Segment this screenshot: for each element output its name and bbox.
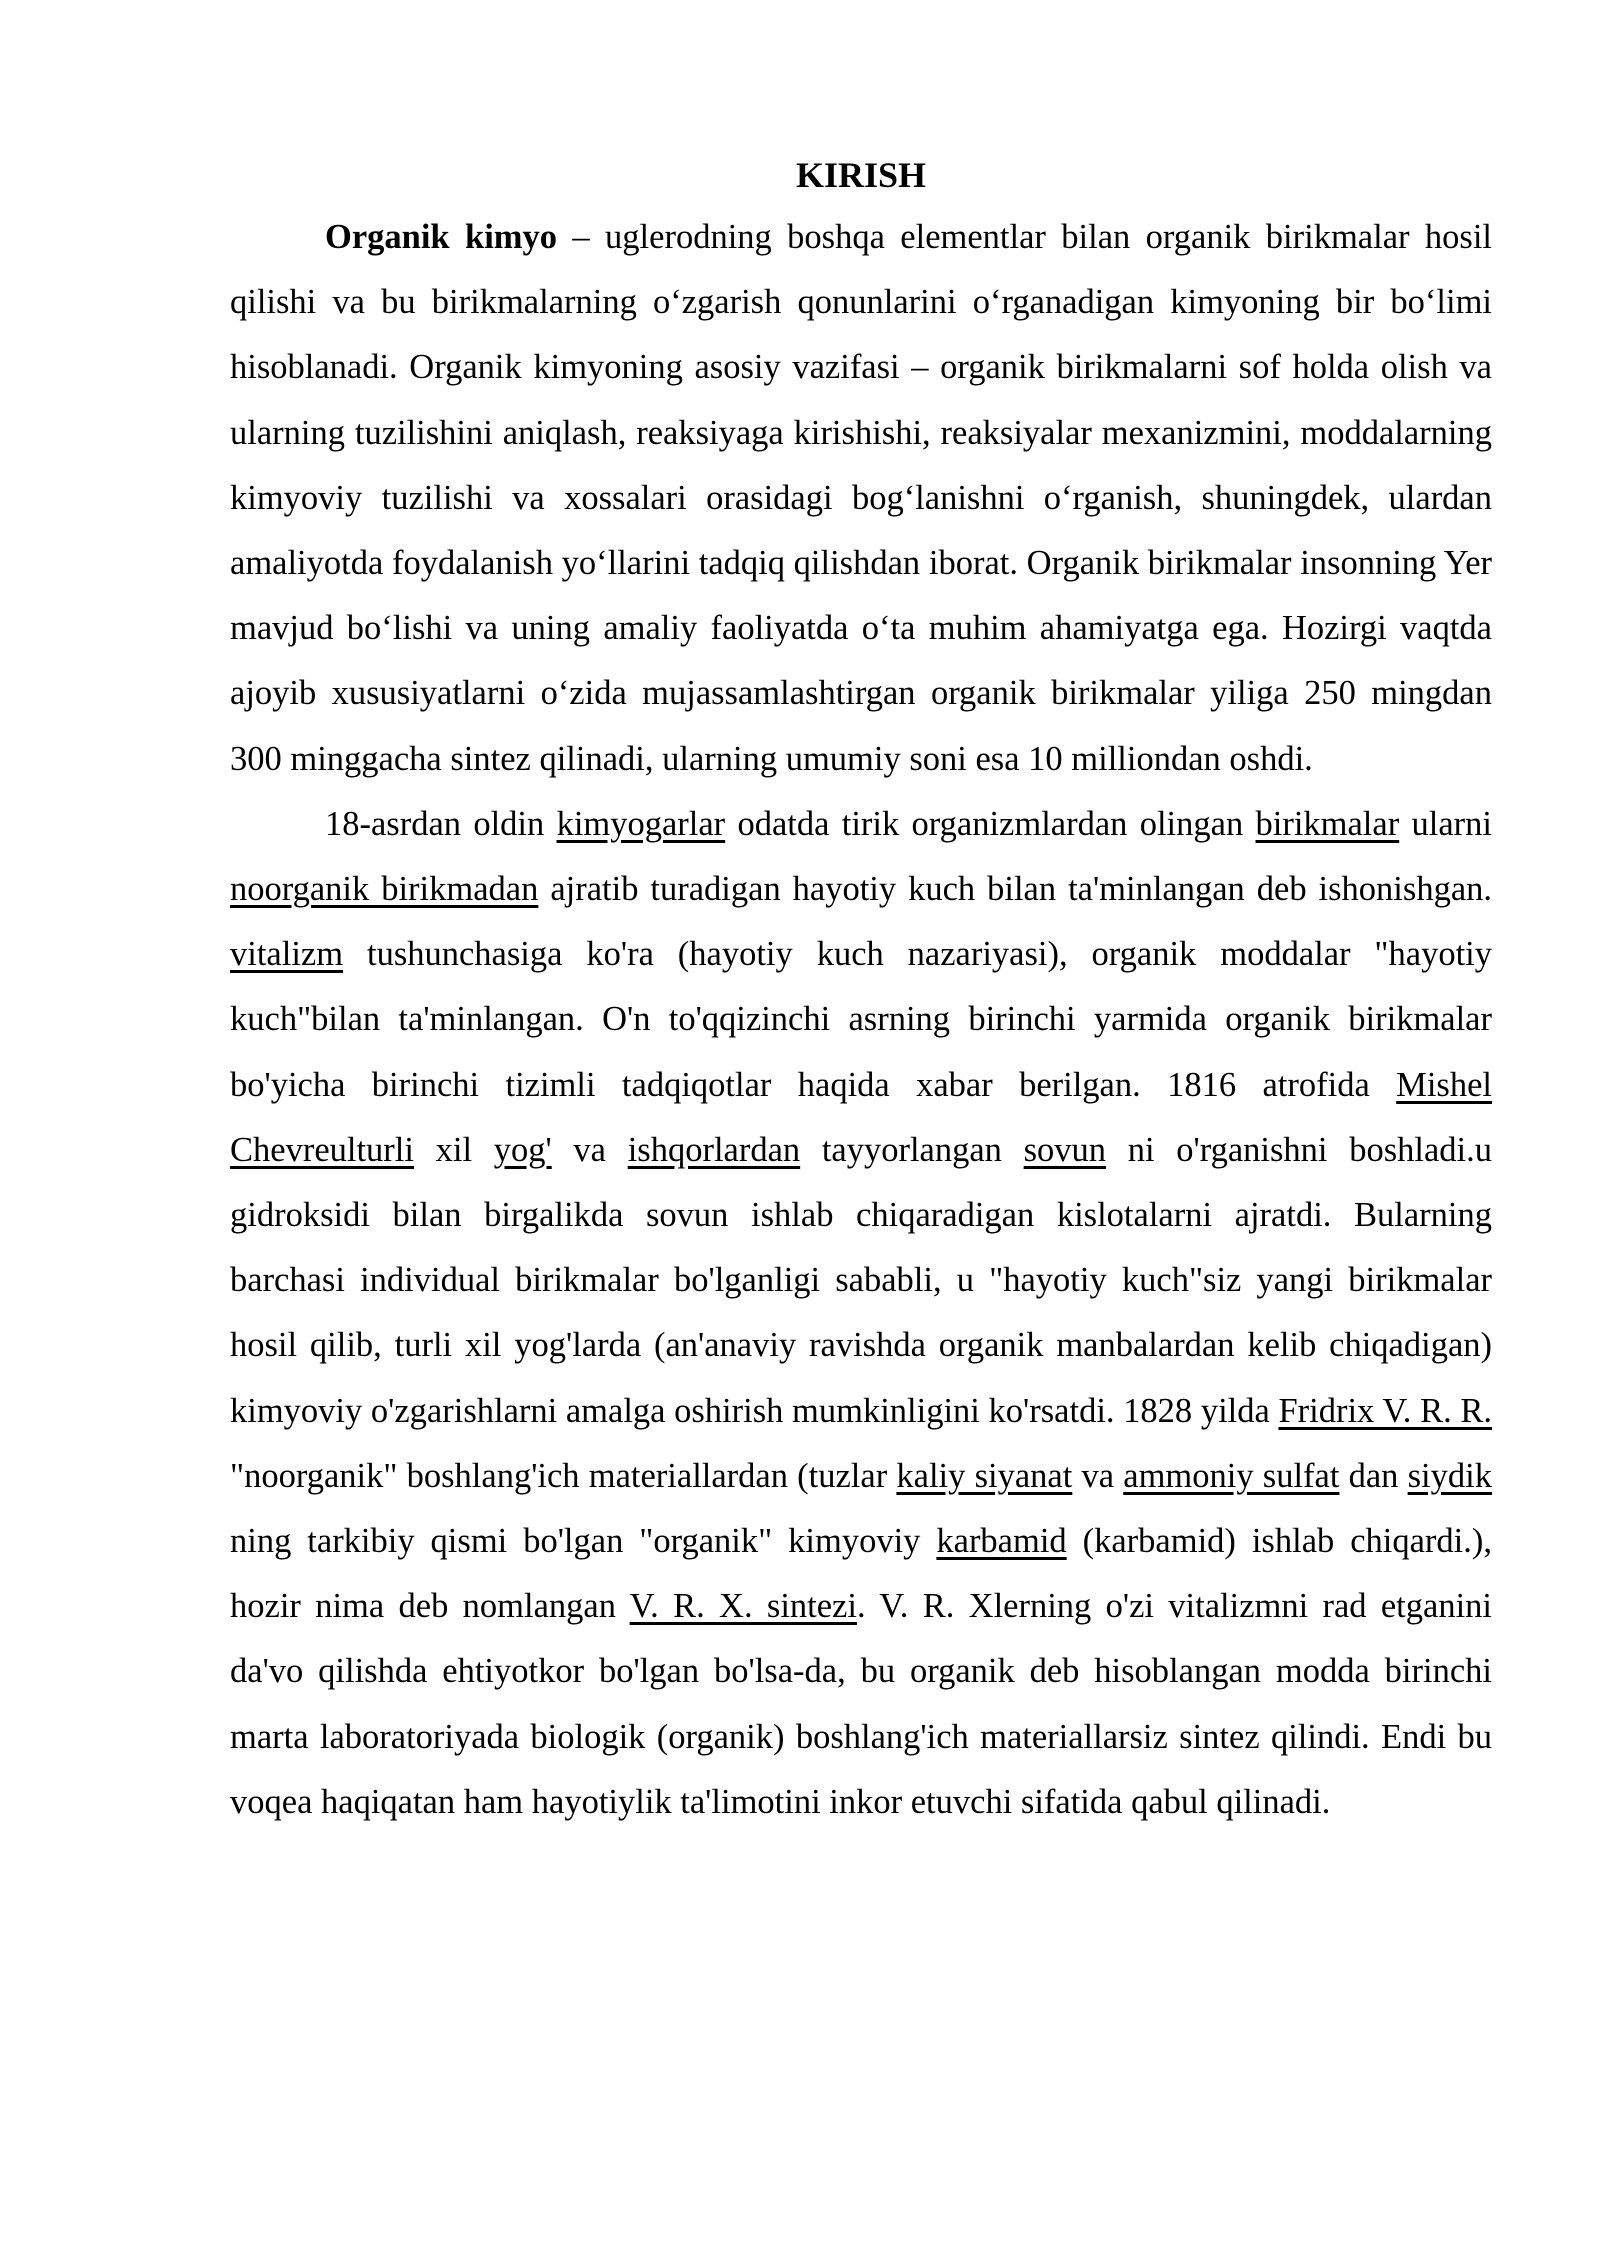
page-title: KIRISH xyxy=(795,155,927,195)
link-noorganik-birikmadan[interactable]: noorganik birikmadan xyxy=(230,870,539,909)
text-run: 18-asrdan oldin xyxy=(325,804,557,843)
link-ishqorlardan[interactable]: ishqorlardan xyxy=(627,1130,801,1169)
link-sovun[interactable]: sovun xyxy=(1023,1130,1107,1169)
text-run: . V. R. Xlerning o'zi vitalizmni rad etganini da'vo qilishda ehtiyotkor bo'lgan bo'lsa-da, bu organik deb hisoblangan modda birinchi marta laboratoriyada biologik (organik) boshlang'ich materiallarsiz sintez qilindi. Endi bu voqea haqiqatan ham hayotiylik ta'limotini inkor etuvchi sifatida qabul qilinadi. xyxy=(230,1587,1493,1821)
text-run: xil xyxy=(413,1130,494,1169)
paragraph-intro-text: – uglerodning boshqa elementlar bilan organik birikmalar hosil qilishi va bu birikmalarning o‘zgarish qonunlarini o‘rganadigan kimyoning bir bo‘limi hisoblanadi. Organik kimyoning asosiy vazifasi – organik birikmalarni sof holda olish va ularning tuzilishini aniqlash, reaksiyaga kirishishi, reaksiyalar mexanizmini, moddalarning kimyoviy tuzilishi va xossalari orasidagi bog‘lanishni o‘rganish, shuningdek, ulardan amaliyotda foydalanish yo‘llarini tadqiq qilishdan iborat. Organik birikmalar insonning Yer mavjud bo‘lishi va uning amaliy faoliyatda o‘ta muhim ahamiyatga ega. Hozirgi vaqtda ajoyib xususiyatlarni o‘zida mujassamlashtirgan organik birikmalar yiliga 250 mingdan 300 minggacha sintez qilinadi, ularning umumiy soni esa 10 milliondan oshdi. xyxy=(230,218,1492,778)
text-run: ning tarkibiy qismi bo'lgan "organik" kimyoviy xyxy=(230,1522,937,1561)
paragraph-history xyxy=(230,792,1492,1835)
link-vrx-sintezi[interactable]: V. R. X. sintezi xyxy=(629,1587,857,1626)
link-yog[interactable]: yog' xyxy=(493,1130,552,1169)
text-run: ajratib turadigan hayotiy kuch bilan ta'minlangan deb ishonishgan. xyxy=(538,870,1493,909)
link-mishel-chevreulturli[interactable]: Mishel Chevreulturli xyxy=(230,1065,1492,1169)
text-run: dan xyxy=(1339,1456,1408,1495)
document-body xyxy=(230,145,1492,1835)
link-kimyogarlar[interactable]: kimyogarlar xyxy=(556,804,726,843)
term-organik-kimyo: Organik kimyo xyxy=(325,218,558,256)
link-kaliy-siyanat[interactable]: kaliy siyanat xyxy=(896,1456,1073,1495)
text-run: "noorganik" boshlang'ich materiallardan (tuzlar xyxy=(230,1456,897,1495)
text-run: ni o'rganishni boshladi.u gidroksidi bilan birgalikda sovun ishlab chiqaradigan kislotalarni ajratdi. Bularning barchasi individual birikmalar bo'lganligi sababli, u "hayotiy kuch"siz yangi birikmalar hosil qilib, turli xil yog'larda (an'anaviy ravishda organik manbalardan kelib chiqadigan) kimyoviy o'zgarishlarni amalga oshirish mumkinligini ko'rsatdi. 1828 yilda xyxy=(230,1130,1492,1430)
text-run: tayyorlangan xyxy=(800,1130,1024,1169)
text-run: ularni xyxy=(1399,804,1492,843)
text-run: odatda tirik organizmlardan olingan xyxy=(725,804,1256,843)
link-karbamid[interactable]: karbamid xyxy=(936,1522,1067,1561)
link-ammoniy-sulfat[interactable]: ammoniy sulfat xyxy=(1123,1456,1340,1495)
link-siydik[interactable]: siydik xyxy=(1407,1456,1492,1495)
link-vitalizm[interactable]: vitalizm xyxy=(230,935,344,974)
link-birikmalar[interactable]: birikmalar xyxy=(1255,804,1400,843)
paragraph-intro xyxy=(230,205,1492,792)
text-run: va xyxy=(551,1130,628,1169)
text-run: va xyxy=(1072,1456,1124,1495)
text-run: tushunchasiga ko'ra (hayotiy kuch nazariyasi), organik moddalar "hayotiy kuch"bilan ta'minlangan. O'n to'qqizinchi asrning birinchi yarmida organik birikmalar bo'yicha birinchi tizimli tadqiqotlar haqida xabar berilgan. 1816 atrofida xyxy=(230,935,1492,1104)
text-run: (karbamid) ishlab chiqardi.), hozir nima deb nomlangan xyxy=(230,1522,1492,1626)
link-fridrix[interactable]: Fridrix V. R. R. xyxy=(1278,1391,1492,1430)
